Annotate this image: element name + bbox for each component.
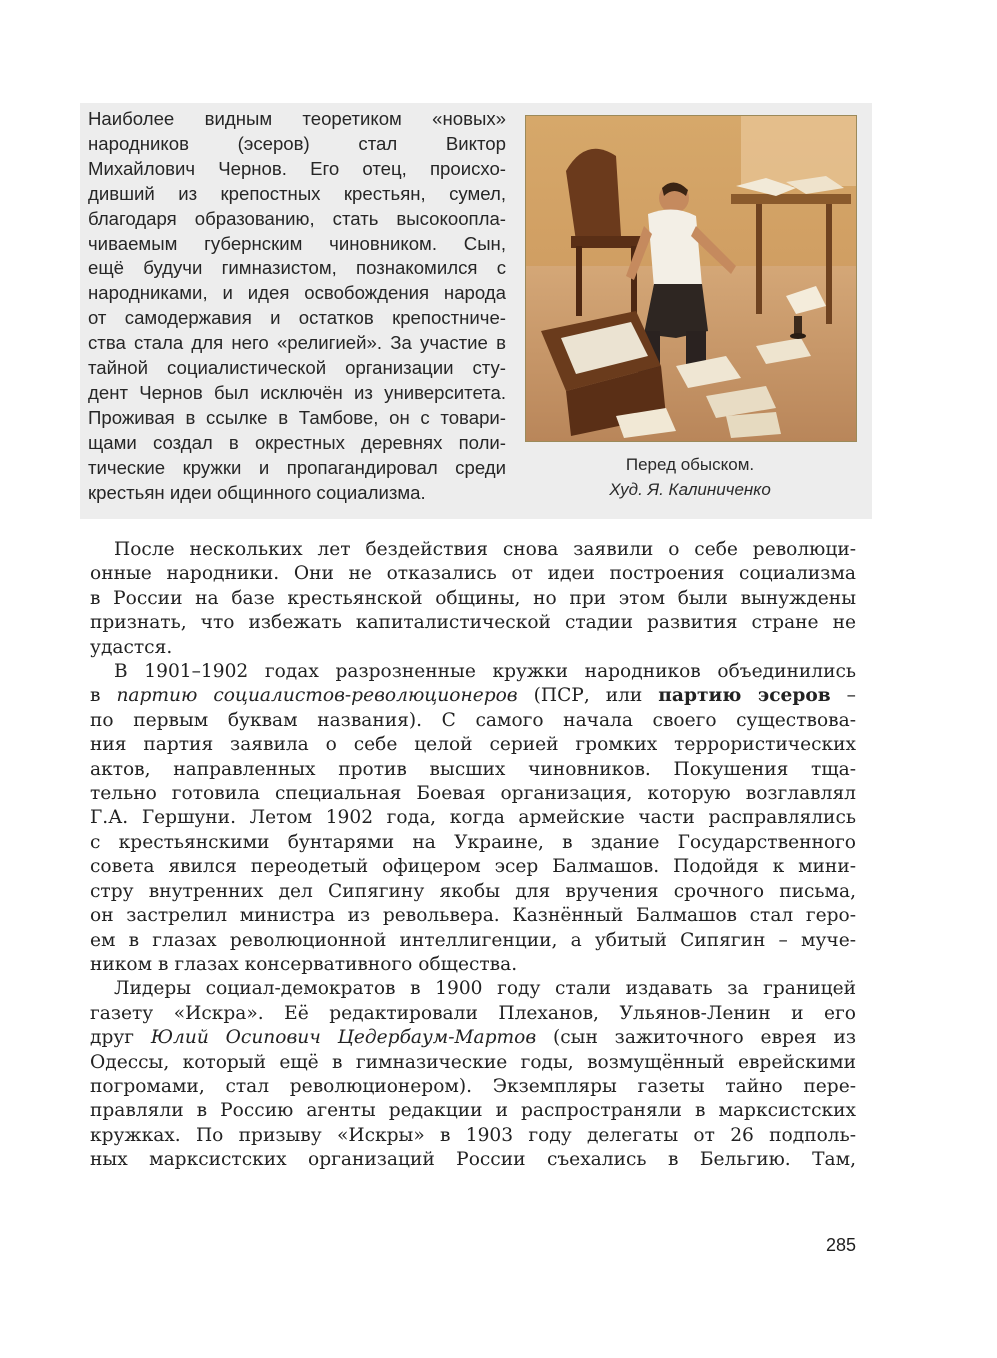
sidebar-line: народников (эсеров) стал Виктор <box>88 132 506 154</box>
sidebar-line: дивший из крепостных крестьян, сумел, <box>88 182 506 204</box>
sidebar-line: ства стала для него «религией». За участие в <box>88 332 506 354</box>
sidebar-line: крестьян идеи общинного социализма. <box>88 481 426 503</box>
term-esery: партию эсеров <box>658 685 831 707</box>
sidebar-text <box>88 107 506 506</box>
text-line: тельно готовила специальная Боевая организация, которую возглавлял <box>90 783 856 805</box>
painting-caption <box>525 452 855 502</box>
sidebar-line: тические кружки и пропагандировал среди <box>88 456 506 478</box>
text-line: актов, направленных против высших чиновников. Покушения тща- <box>90 758 856 780</box>
text-line: в России на базе крестьянской общины, но при этом были вынуждены <box>90 587 856 609</box>
text-line: стру внутренних дел Сипягину якобы для вручения срочного письма, <box>90 880 856 902</box>
sidebar-line: благодаря образованию, стать высокоопла- <box>88 207 506 229</box>
text-line: с крестьянскими бунтарями на Украине, в здание Государственного <box>90 831 856 853</box>
caption-author: Худ. Я. Калиниченко <box>609 480 771 499</box>
text-line: газету «Искра». Её редактировали Плеханов, Ульянов-Ленин и его <box>90 1002 856 1024</box>
text-line: Одессы, который ещё в гимназические годы, возмущённый еврейскими <box>90 1051 856 1073</box>
text-line: по первым буквам названия). С самого начала своего существова- <box>90 709 856 731</box>
text-line: погромами, стал революционером). Экземпляры газеты тайно пере- <box>90 1075 856 1097</box>
text-line: Лидеры социал-демократов в 1900 году стали издавать за границей <box>114 978 856 1000</box>
text-line: После нескольких лет бездействия снова заявили о себе революци- <box>114 539 856 560</box>
text-line: ем в глазах революционной интеллигенции, а убитый Сипягин – муче- <box>90 929 856 951</box>
text-line: ния партия заявила о себе целой серией громких террористических <box>90 734 856 756</box>
sidebar-line: народниками, и идея освобождения народа <box>88 282 506 304</box>
caption-title: Перед обыском. <box>625 455 755 474</box>
sidebar-line: от самодержавия и остатков крепостниче- <box>88 307 506 329</box>
text-line: онные народники. Они не отказались от идеи построения социализма <box>90 563 856 585</box>
text-line: друг Юлий Осипович Цедербаум-Мартов (сын зажиточного еврея из <box>90 1027 856 1049</box>
painting-image <box>525 115 857 442</box>
text-line: ником в глазах консервативного общества. <box>90 953 518 975</box>
text-line: ных марксистских организаций России съехались в Бельгию. Там, <box>90 1149 856 1171</box>
sidebar-line: Наиболее видным теоретиком «новых» <box>88 108 506 129</box>
text-line: совета явился переодетый офицером эсер Балмашов. Подойдя к мини- <box>90 856 856 878</box>
sidebar-line: чиваемым губернским чиновником. Сын, <box>88 232 506 254</box>
term-psr: партию социалистов-революционеров <box>116 685 518 707</box>
sidebar-line: дент Чернов был исключён из университета. <box>88 381 506 403</box>
sidebar-line: щами создал в окрестных деревнях поли- <box>88 431 506 453</box>
sidebar-line: Проживая в ссылке в Тамбове, он с товари- <box>88 406 506 428</box>
text-line: В 1901–1902 годах разрозненные кружки народников объединились <box>114 661 856 683</box>
main-text <box>90 538 856 1173</box>
text-line: правляли в Россию агенты редакции и распространяли в марксистских <box>90 1100 856 1122</box>
sidebar-box <box>80 103 872 519</box>
text-line: в партию социалистов-революционеров (ПСР, или партию эсеров – <box>90 685 856 707</box>
text-line: он застрелил министра из револьвера. Казнённый Балмашов стал геро- <box>90 905 856 927</box>
page-number: 285 <box>825 1235 856 1255</box>
sidebar-line: ещё будучи гимназистом, познакомился с <box>88 257 506 279</box>
term-martov: Юлий Осипович Цедербаум-Мартов <box>150 1027 537 1049</box>
sidebar-line: Михайлович Чернов. Его отец, происхо- <box>88 157 506 179</box>
text-line: удастся. <box>90 636 173 658</box>
text-line: кружках. По призыву «Искры» в 1903 году делегаты от 26 подполь- <box>90 1124 856 1146</box>
text-line: признать, что избежать капиталистической стадии развития стране не <box>90 612 856 634</box>
text-line: Г.А. Гершуни. Летом 1902 года, когда армейские части расправлялись <box>90 807 856 829</box>
painting-illustration <box>526 116 856 441</box>
sidebar-line: тайной социалистической организации сту- <box>88 357 506 379</box>
